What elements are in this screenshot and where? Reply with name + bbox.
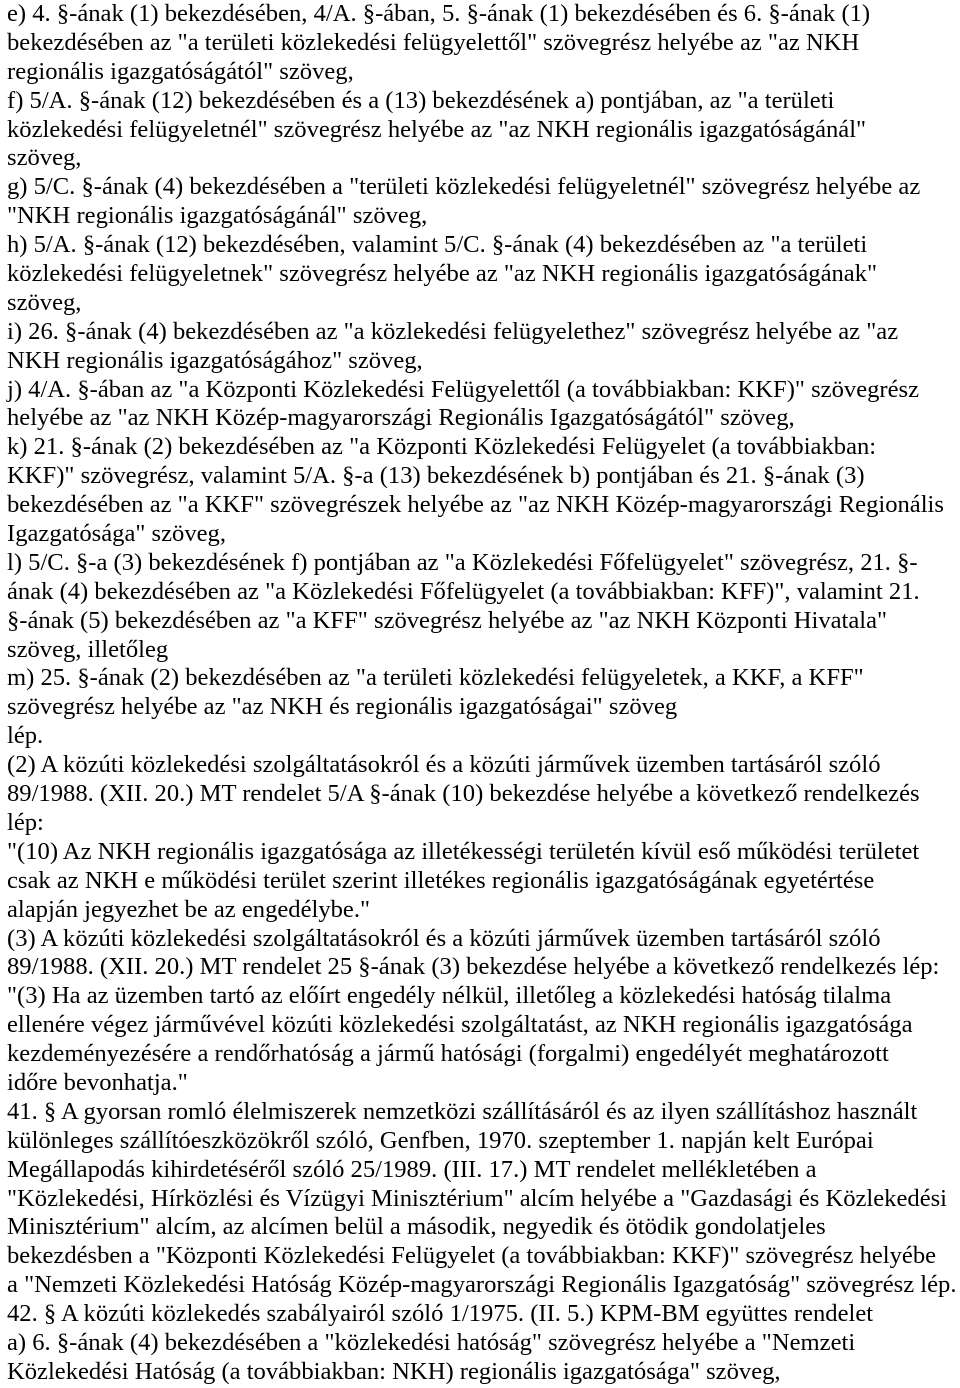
document-line: 89/1988. (XII. 20.) MT rendelet 5/A §-ának (10) bekezdése helyébe a következő rendelkezés <box>7 780 920 808</box>
document-line: lép: <box>7 808 44 836</box>
document-line: e) 4. §-ának (1) bekezdésében, 4/A. §-ában, 5. §-ának (1) bekezdésében és 6. §-ának (1) <box>7 0 871 27</box>
document-line: Megállapodás kihirdetéséről szóló 25/1989. (III. 17.) MT rendelet mellékletében a <box>7 1155 817 1183</box>
document-line: helyébe az "az NKH Közép-magyarországi Regionális Igazgatóságától" szöveg, <box>7 404 795 432</box>
document-line: j) 4/A. §-ában az "a Központi Közlekedési Felügyelettől (a továbbiakban: KKF)" szövegrész <box>7 375 919 403</box>
document-line: lép. <box>7 722 44 750</box>
document-line: Közlekedési Hatóság (a továbbiakban: NKH) regionális igazgatósága" szöveg, <box>7 1357 781 1385</box>
document-line: közlekedési felügyeletnél" szövegrész helyébe az "az NKH regionális igazgatóságánál" <box>7 115 867 143</box>
document-line: "NKH regionális igazgatóságánál" szöveg, <box>7 202 428 230</box>
document-page <box>7 0 957 1387</box>
document-line: szöveg, illetőleg <box>7 635 169 663</box>
document-line: regionális igazgatóságától" szöveg, <box>7 57 354 85</box>
document-line: közlekedési felügyeletnek" szövegrész helyébe az "az NKH regionális igazgatóságának" <box>7 260 878 288</box>
document-line: a) 6. §-ának (4) bekezdésében a "közlekedési hatóság" szövegrész helyébe a "Nemzeti <box>7 1328 856 1356</box>
document-line: f) 5/A. §-ának (12) bekezdésében és a (13) bekezdésének a) pontjában, az "a területi <box>7 86 835 114</box>
document-line: csak az NKH e működési terület szerint illetékes regionális igazgatóságának egyetértése <box>7 866 875 894</box>
document-line: ának (4) bekezdésében az "a Közlekedési Főfelügyelet (a továbbiakban: KFF)", valamint 21. <box>7 577 920 605</box>
document-line: g) 5/C. §-ának (4) bekezdésében a "területi közlekedési felügyeletnél" szövegrész helyébe az <box>7 173 921 201</box>
document-line: alapján jegyezhet be az engedélybe." <box>7 895 371 923</box>
document-line: NKH regionális igazgatóságához" szöveg, <box>7 346 423 374</box>
document-line: "(3) Ha az üzemben tartó az előírt engedély nélkül, illetőleg a közlekedési hatóság tilalma <box>7 982 892 1010</box>
document-line: szövegrész helyébe az "az NKH és regionális igazgatóságai" szöveg <box>7 693 678 721</box>
document-line: kezdeményezésére a rendőrhatóság a jármű hatósági (forgalmi) engedélyét meghatározott <box>7 1040 889 1068</box>
document-line: (3) A közúti közlekedési szolgáltatásokról és a közúti járművek üzemben tartásáról szóló <box>7 924 881 952</box>
document-line: bekezdésben a "Központi Közlekedési Felügyelet (a továbbiakban: KKF)" szövegrész helyébe <box>7 1242 937 1270</box>
document-line: 42. § A közúti közlekedés szabályairól szóló 1/1975. (II. 5.) KPM-BM együttes rendelet <box>7 1300 874 1328</box>
document-line: szöveg, <box>7 144 82 172</box>
document-line: (2) A közúti közlekedési szolgáltatásokról és a közúti járművek üzemben tartásáról szóló <box>7 751 881 779</box>
document-line: ellenére végez járművével közúti közlekedési szolgáltatást, az NKH regionális igazgatósága <box>7 1011 913 1039</box>
document-line: §-ának (5) bekezdésében az "a KFF" szövegrész helyébe az "az NKH Központi Hivatala" <box>7 606 888 634</box>
document-line: Minisztérium" alcím, az alcímen belül a második, negyedik és ötödik gondolatjeles <box>7 1213 826 1241</box>
document-line: bekezdésében az "a területi közlekedési felügyelettől" szövegrész helyébe az "az NKH <box>7 28 860 56</box>
document-line: l) 5/C. §-a (3) bekezdésének f) pontjában az "a Közlekedési Főfelügyelet" szövegrész, 21. §- <box>7 548 918 576</box>
document-line: szöveg, <box>7 288 82 316</box>
document-line: "Közlekedési, Hírközlési és Vízügyi Minisztérium" alcím helyébe a "Gazdasági és Közlekedési <box>7 1184 948 1212</box>
document-line: "(10) Az NKH regionális igazgatósága az illetékességi területén kívül eső működési területet <box>7 837 920 865</box>
document-line: k) 21. §-ának (2) bekezdésében az "a Központi Közlekedési Felügyelet (a továbbiakban: <box>7 433 877 461</box>
document-line: 41. § A gyorsan romló élelmiszerek nemzetközi szállításáról és az ilyen szállításhoz használt <box>7 1097 918 1125</box>
document-line: m) 25. §-ának (2) bekezdésében az "a területi közlekedési felügyeletek, a KKF, a KFF" <box>7 664 864 692</box>
document-line: Igazgatósága" szöveg, <box>7 520 226 548</box>
document-line: a "Nemzeti Közlekedési Hatóság Közép-magyarországi Regionális Igazgatóság" szövegrész lép. <box>7 1271 957 1299</box>
document-line: KKF)" szövegrész, valamint 5/A. §-a (13) bekezdésének b) pontjában és 21. §-ának (3) <box>7 462 865 490</box>
document-line: 89/1988. (XII. 20.) MT rendelet 25 §-ának (3) bekezdése helyébe a következő rendelkezés lép: <box>7 953 940 981</box>
document-line: i) 26. §-ának (4) bekezdésében az "a közlekedési felügyelethez" szövegrész helyébe az "az <box>7 317 899 345</box>
document-line: h) 5/A. §-ának (12) bekezdésében, valamint 5/C. §-ának (4) bekezdésében az "a területi <box>7 231 868 259</box>
document-line: bekezdésében az "a KKF" szövegrészek helyébe az "az NKH Közép-magyarországi Regionális <box>7 491 944 519</box>
document-line: különleges szállítóeszközökről szóló, Genfben, 1970. szeptember 1. napján kelt Európai <box>7 1126 874 1154</box>
document-line: időre bevonhatja." <box>7 1068 188 1096</box>
